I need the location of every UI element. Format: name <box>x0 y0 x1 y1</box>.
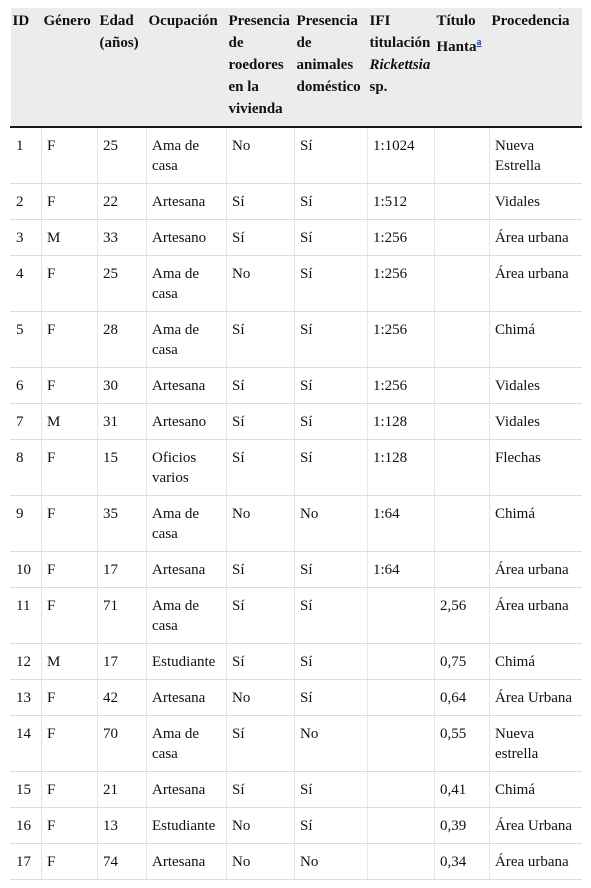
cell-roedores: Sí <box>227 312 295 368</box>
cell-ocupacion: Ama de casa <box>147 256 227 312</box>
header-animales: Presencia de animales doméstico <box>295 8 368 127</box>
cell-ifi: 1:512 <box>368 184 435 220</box>
cell-id: 2 <box>11 184 42 220</box>
cell-id: 13 <box>11 680 42 716</box>
table-row <box>11 680 582 716</box>
cell-edad: 17 <box>98 552 147 588</box>
cell-animales: Sí <box>295 404 368 440</box>
cell-ocupacion: Artesana <box>147 368 227 404</box>
cell-ocupacion: Artesana <box>147 552 227 588</box>
cell-roedores: Sí <box>227 440 295 496</box>
table-row <box>11 127 582 184</box>
table-row <box>11 844 582 880</box>
cell-hanta <box>435 312 490 368</box>
cell-edad: 13 <box>98 808 147 844</box>
cell-id: 1 <box>11 127 42 184</box>
cell-id: 10 <box>11 552 42 588</box>
table-row <box>11 496 582 552</box>
cell-ifi: 1:128 <box>368 404 435 440</box>
cell-roedores: Sí <box>227 772 295 808</box>
header-id: ID <box>11 8 42 127</box>
cell-animales: Sí <box>295 440 368 496</box>
cell-ocupacion: Artesana <box>147 844 227 880</box>
cell-procedencia: Chimá <box>490 644 582 680</box>
cell-hanta <box>435 184 490 220</box>
cell-ocupacion: Ama de casa <box>147 127 227 184</box>
cell-animales: No <box>295 844 368 880</box>
cell-procedencia: Área urbana <box>490 844 582 880</box>
cell-hanta <box>435 552 490 588</box>
cell-id: 14 <box>11 716 42 772</box>
cell-roedores: No <box>227 127 295 184</box>
patients-table <box>10 8 582 880</box>
cell-id: 9 <box>11 496 42 552</box>
table-row <box>11 404 582 440</box>
cell-id: 8 <box>11 440 42 496</box>
header-roedores: Presencia de roedores en la vivienda <box>227 8 295 127</box>
table-row <box>11 312 582 368</box>
cell-ifi <box>368 588 435 644</box>
cell-ifi: 1:256 <box>368 312 435 368</box>
header-edad <box>98 8 147 127</box>
cell-genero: F <box>42 844 98 880</box>
cell-animales: Sí <box>295 312 368 368</box>
header-genero: Género <box>42 8 98 127</box>
cell-hanta: 0,64 <box>435 680 490 716</box>
cell-hanta: 0,34 <box>435 844 490 880</box>
cell-procedencia: Área urbana <box>490 256 582 312</box>
cell-roedores: No <box>227 844 295 880</box>
cell-animales: No <box>295 716 368 772</box>
cell-genero: F <box>42 184 98 220</box>
cell-ocupacion: Estudiante <box>147 644 227 680</box>
cell-hanta <box>435 220 490 256</box>
cell-genero: F <box>42 312 98 368</box>
cell-roedores: No <box>227 680 295 716</box>
table-row <box>11 184 582 220</box>
cell-animales: Sí <box>295 368 368 404</box>
cell-genero: F <box>42 772 98 808</box>
footnote-a-link[interactable]: a <box>476 37 482 48</box>
table-row <box>11 808 582 844</box>
cell-ocupacion: Oficios varios <box>147 440 227 496</box>
cell-ifi <box>368 680 435 716</box>
table-body <box>11 127 582 880</box>
cell-edad: 15 <box>98 440 147 496</box>
cell-animales: Sí <box>295 808 368 844</box>
cell-edad: 28 <box>98 312 147 368</box>
cell-ocupacion: Artesana <box>147 772 227 808</box>
cell-roedores: No <box>227 496 295 552</box>
cell-animales: Sí <box>295 644 368 680</box>
header-ifi <box>368 8 435 127</box>
cell-ifi: 1:64 <box>368 552 435 588</box>
cell-edad: 25 <box>98 256 147 312</box>
cell-genero: F <box>42 127 98 184</box>
cell-genero: F <box>42 496 98 552</box>
cell-id: 16 <box>11 808 42 844</box>
cell-edad: 42 <box>98 680 147 716</box>
cell-ifi: 1:1024 <box>368 127 435 184</box>
cell-genero: M <box>42 644 98 680</box>
cell-procedencia: Vidales <box>490 184 582 220</box>
cell-ocupacion: Artesana <box>147 184 227 220</box>
cell-animales: Sí <box>295 127 368 184</box>
table-row <box>11 220 582 256</box>
cell-roedores: No <box>227 808 295 844</box>
cell-procedencia: Chimá <box>490 772 582 808</box>
cell-roedores: No <box>227 256 295 312</box>
cell-ifi <box>368 844 435 880</box>
cell-ifi <box>368 644 435 680</box>
cell-genero: F <box>42 440 98 496</box>
cell-animales: Sí <box>295 184 368 220</box>
header-ifi-italic: Rickettsia <box>369 57 431 73</box>
cell-ocupacion: Artesana <box>147 680 227 716</box>
cell-procedencia: Área Urbana <box>490 680 582 716</box>
cell-roedores: Sí <box>227 184 295 220</box>
table-row <box>11 368 582 404</box>
cell-procedencia: Área urbana <box>490 552 582 588</box>
cell-edad: 74 <box>98 844 147 880</box>
cell-edad: 31 <box>98 404 147 440</box>
table-row <box>11 440 582 496</box>
cell-genero: F <box>42 716 98 772</box>
cell-ifi: 1:256 <box>368 368 435 404</box>
table-row <box>11 716 582 772</box>
cell-id: 15 <box>11 772 42 808</box>
cell-ocupacion: Ama de casa <box>147 716 227 772</box>
cell-genero: F <box>42 552 98 588</box>
cell-hanta: 2,56 <box>435 588 490 644</box>
header-ifi-suffix: sp. <box>369 79 388 95</box>
cell-roedores: Sí <box>227 644 295 680</box>
cell-hanta <box>435 368 490 404</box>
cell-id: 6 <box>11 368 42 404</box>
cell-animales: Sí <box>295 680 368 716</box>
table-row <box>11 552 582 588</box>
cell-id: 5 <box>11 312 42 368</box>
data-table-container <box>10 8 581 880</box>
table-header <box>11 8 582 127</box>
cell-roedores: Sí <box>227 588 295 644</box>
cell-procedencia: Vidales <box>490 368 582 404</box>
cell-procedencia: Nueva estrella <box>490 716 582 772</box>
cell-edad: 22 <box>98 184 147 220</box>
header-edad-line2: (años) <box>99 35 139 51</box>
cell-genero: M <box>42 404 98 440</box>
cell-animales: Sí <box>295 256 368 312</box>
header-procedencia: Procedencia <box>490 8 582 127</box>
cell-hanta <box>435 496 490 552</box>
cell-genero: F <box>42 808 98 844</box>
cell-edad: 17 <box>98 644 147 680</box>
header-ifi-prefix: IFI titulación <box>369 13 431 51</box>
cell-edad: 33 <box>98 220 147 256</box>
cell-ocupacion: Ama de casa <box>147 588 227 644</box>
cell-id: 17 <box>11 844 42 880</box>
cell-hanta <box>435 256 490 312</box>
cell-procedencia: Nueva Estrella <box>490 127 582 184</box>
cell-genero: F <box>42 588 98 644</box>
cell-ifi: 1:256 <box>368 256 435 312</box>
cell-ifi: 1:256 <box>368 220 435 256</box>
cell-ifi: 1:64 <box>368 496 435 552</box>
cell-edad: 71 <box>98 588 147 644</box>
cell-ocupacion: Ama de casa <box>147 496 227 552</box>
cell-id: 12 <box>11 644 42 680</box>
cell-ifi <box>368 772 435 808</box>
cell-hanta: 0,41 <box>435 772 490 808</box>
cell-animales: Sí <box>295 588 368 644</box>
cell-id: 7 <box>11 404 42 440</box>
cell-roedores: Sí <box>227 552 295 588</box>
cell-edad: 70 <box>98 716 147 772</box>
cell-ocupacion: Artesano <box>147 220 227 256</box>
cell-procedencia: Chimá <box>490 496 582 552</box>
cell-roedores: Sí <box>227 716 295 772</box>
cell-procedencia: Área Urbana <box>490 808 582 844</box>
cell-hanta: 0,55 <box>435 716 490 772</box>
cell-animales: Sí <box>295 220 368 256</box>
cell-roedores: Sí <box>227 404 295 440</box>
cell-animales: No <box>295 496 368 552</box>
cell-genero: F <box>42 368 98 404</box>
cell-hanta: 0,75 <box>435 644 490 680</box>
cell-hanta: 0,39 <box>435 808 490 844</box>
cell-genero: F <box>42 680 98 716</box>
cell-edad: 25 <box>98 127 147 184</box>
cell-id: 3 <box>11 220 42 256</box>
cell-id: 11 <box>11 588 42 644</box>
table-row <box>11 256 582 312</box>
cell-animales: Sí <box>295 552 368 588</box>
header-hanta <box>435 8 490 127</box>
cell-ifi: 1:128 <box>368 440 435 496</box>
cell-procedencia: Vidales <box>490 404 582 440</box>
header-ocupacion: Ocupación <box>147 8 227 127</box>
header-row <box>11 8 582 127</box>
cell-edad: 30 <box>98 368 147 404</box>
header-edad-line1: Edad <box>99 13 134 29</box>
cell-procedencia: Flechas <box>490 440 582 496</box>
cell-animales: Sí <box>295 772 368 808</box>
cell-ocupacion: Estudiante <box>147 808 227 844</box>
cell-edad: 21 <box>98 772 147 808</box>
table-row <box>11 588 582 644</box>
cell-hanta <box>435 404 490 440</box>
cell-genero: F <box>42 256 98 312</box>
cell-id: 4 <box>11 256 42 312</box>
cell-hanta <box>435 127 490 184</box>
cell-edad: 35 <box>98 496 147 552</box>
cell-hanta <box>435 440 490 496</box>
header-hanta-label: Título Hanta <box>436 13 477 55</box>
cell-procedencia: Área urbana <box>490 588 582 644</box>
cell-ocupacion: Artesano <box>147 404 227 440</box>
cell-ifi <box>368 808 435 844</box>
cell-roedores: Sí <box>227 368 295 404</box>
table-row <box>11 644 582 680</box>
table-row <box>11 772 582 808</box>
cell-genero: M <box>42 220 98 256</box>
cell-roedores: Sí <box>227 220 295 256</box>
cell-ocupacion: Ama de casa <box>147 312 227 368</box>
cell-procedencia: Chimá <box>490 312 582 368</box>
cell-ifi <box>368 716 435 772</box>
cell-procedencia: Área urbana <box>490 220 582 256</box>
